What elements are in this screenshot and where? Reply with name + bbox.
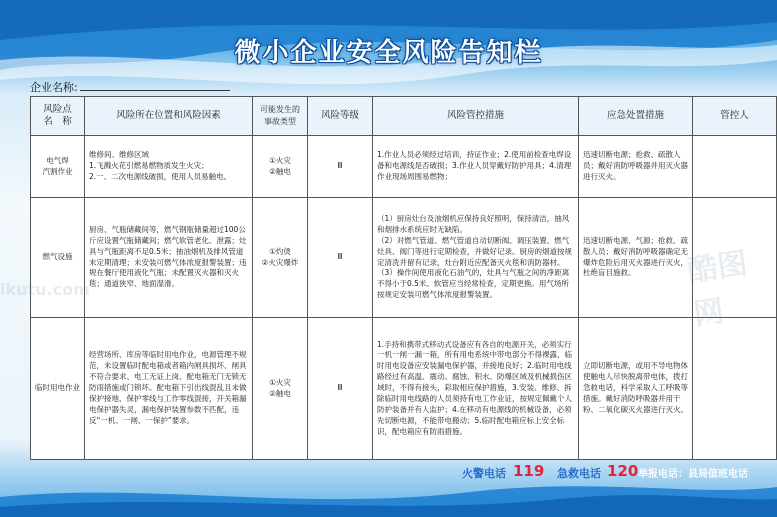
row-location: 维修间、维修区域 1.飞溅火花引燃易燃物质发生火灾； 2.一、二次电源线破损，使用人员易触电。 <box>85 136 253 198</box>
report-phone-label: 举报电话：县局值班电话 <box>638 469 748 480</box>
row-emergency: 迅速切断电源、气源；抢救、疏散人员；戴好消防呼吸器确定无爆炸危险后用灭火器进行灭火，杜绝盲目施救。 <box>579 198 693 318</box>
table-row <box>31 198 777 318</box>
row-owner <box>693 318 777 460</box>
company-name-label: 企业名称: <box>30 81 78 94</box>
header-location: 风险所在位置和风险因素 <box>85 97 253 136</box>
company-name-field <box>30 79 230 95</box>
row-accident: ①火灾 ②触电 <box>253 318 308 460</box>
row-owner <box>693 198 777 318</box>
ambulance-phone-label: 急救电话 <box>557 467 601 480</box>
row-point: 临时用电作业 <box>31 318 85 460</box>
row-location: 经营场所、库房等临时用电作业，电源管理不规范，未设置临时配电箱或者箱内闸具损坏、闸具不符合要求、电工无证上岗、配电箱无门无锁无防雨措施或门锁坏。配电箱下引出线混乱且未做保护接地、保护零线与工作零线混接，开关箱漏电保护器失灵，漏电保护装置参数不匹配，违反“一机、一闸、一保护”要求。 <box>85 318 253 460</box>
row-owner <box>693 136 777 198</box>
header-risk-level: 风险等级 <box>308 97 373 136</box>
table-header-row <box>31 97 777 136</box>
header-accident-type-text: 可能发生的 事故类型 <box>260 104 300 126</box>
row-level: Ⅲ <box>308 198 373 318</box>
table-row <box>31 318 777 460</box>
bottom-wave-decoration <box>0 477 777 517</box>
row-accident: ①灼烫 ②火灾爆炸 <box>253 198 308 318</box>
row-control: 1.手持和携带式移动式设备应有各自的电源开关，必须实行一机一闸一漏一箱，所有用电系统中带电部分不得裸露，临时用电设备应安装漏电保护器，并接地良好；2.临时用电线路经过有高温、震动、腐蚀、积水、防爆区域及机械损伤区域时，不得有接头，彩取相应保护措施，3.安装、维修、拆除临时用电线路的人员须持有电工作业证，按规定佩戴个人防护装备并有人监护；4.在移动有电源线的机械设备，必须先切断电源，不能带电搬动；5.临时配电箱应标上安全标识，配电箱应有防雨措施。 <box>373 318 579 460</box>
header-accident-type <box>253 97 308 136</box>
row-point: 燃气设施 <box>31 198 85 318</box>
row-level: Ⅲ <box>308 136 373 198</box>
fire-phone-number: 119 <box>513 462 545 480</box>
row-control: （1）厨房灶台及油烟机应保持良好照明，保持清洁，抽风和烟排水系统应时无缺陷。 （2）对燃气管道、燃气管道自动切断阀、调压装置、燃气灶具、阀门等进行定期检查，并做好记录。厨房的烟道按规定清洗并留有记录，灶台附近应配备灭火毯和消防器材。 （3）操作间使用液化石油气的，灶具与气瓶之间的净距离不得小于0.5米。软管应当经常检查，定期更换。用气场所按规定安装可燃气体浓度报警装置。 <box>373 198 579 318</box>
table-row <box>31 136 777 198</box>
company-name-blank <box>80 80 230 91</box>
row-level: Ⅲ <box>308 318 373 460</box>
risk-table <box>30 96 777 460</box>
ambulance-phone-number: 120 <box>607 462 639 480</box>
header-risk-point-text: 风险点 名 称 <box>43 103 72 127</box>
row-emergency: 立即切断电源，或用不导电物体使触电人尽快脱离带电体，拨打急救电话，科学采取人工呼吸等措施。戴好消防呼吸器并用干粉、二氧化碳灭火器进行灭火。 <box>579 318 693 460</box>
header-emergency-measures: 应急处置措施 <box>579 97 693 136</box>
row-emergency: 迅速切断电源；抢救、疏散人员；戴好消防呼吸器并用灭火器进行灭火。 <box>579 136 693 198</box>
row-accident: ①火灾 ②触电 <box>253 136 308 198</box>
page-title: 微小企业安全风险告知栏 <box>234 38 543 68</box>
fire-phone-label: 火警电话 <box>462 467 506 480</box>
row-point: 电气焊 汽割作业 <box>31 136 85 198</box>
header-risk-point <box>31 97 85 136</box>
header-control-measures: 风险管控措施 <box>373 97 579 136</box>
row-location: 厨房、气瓶储藏间等，燃气钢瓶储量超过100公斤应设置气瓶储藏间；燃气软管老化、泄露；灶具与气瓶距离不足0.5米；抽油烟机及排风管道未定期清理；未安装可燃气体浓度报警装置；违规在餐厅使用液化气瓶；未配置灭火器和灭火毯；通道狭窄、地面湿滑。 <box>85 198 253 318</box>
row-control: 1.作业人员必须经过培训，持证作业；2.使用前检查电焊设备和电源线是否破损；3.作业人员穿戴好防护用具；4.清理作业现场周围易燃物； <box>373 136 579 198</box>
header-owner: 管控人 <box>693 97 777 136</box>
